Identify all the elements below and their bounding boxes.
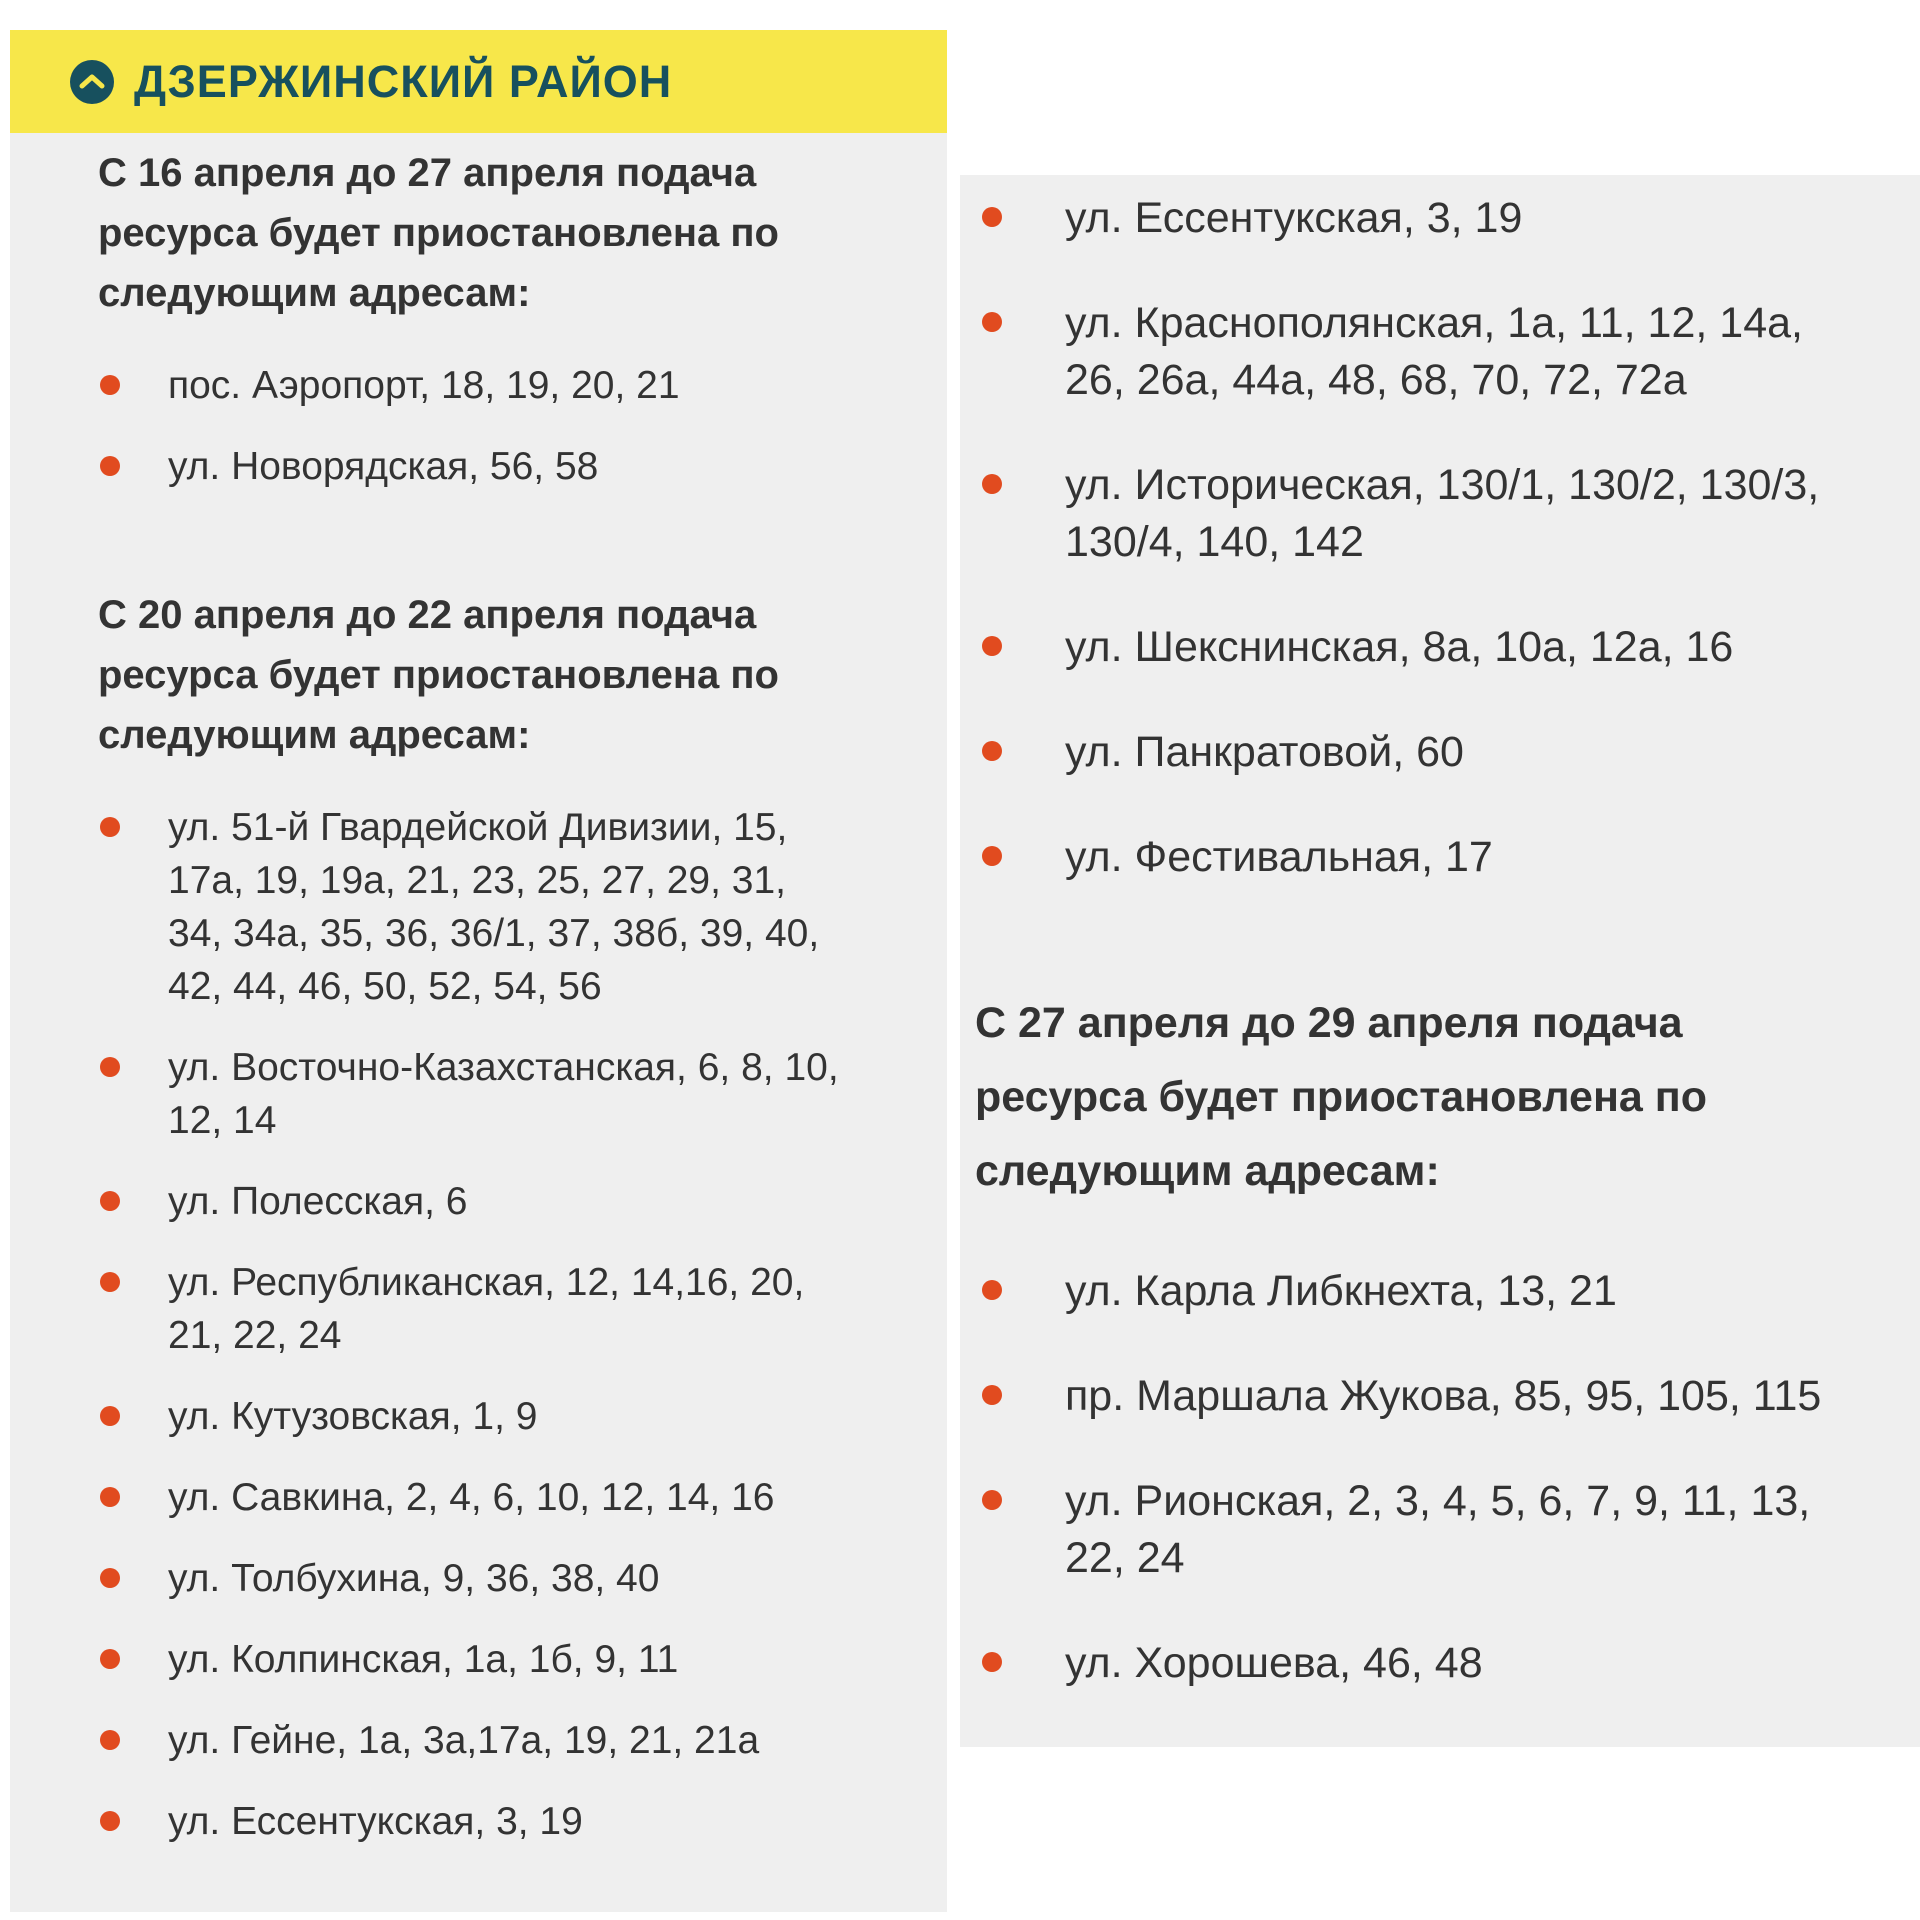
district-title: ДЗЕРЖИНСКИЙ РАЙОН [134,55,673,107]
address-item [98,440,847,493]
address-item [98,1795,847,1848]
address-text: ул. Краснополянская, 1а, 11, 12, 14а, 26, 26а, 44а, 48, 68, 70, 72, 72а [1065,299,1803,404]
address-text: ул. Ессентукская, 3, 19 [168,1800,583,1843]
bullet-icon [982,1652,1002,1672]
address-item [98,1471,847,1524]
address-item [975,190,1825,247]
address-item [98,1552,847,1605]
schedule-heading: С 20 апреля до 22 апреля подача ресурса будет приостановлена по следующим адресам: [98,593,779,757]
address-text: ул. Колпинская, 1а, 1б, 9, 11 [168,1638,679,1681]
address-list [975,1263,1825,1692]
address-text: ул. 51-й Гвардейской Дивизии, 15, 17а, 19, 19а, 21, 23, 25, 27, 29, 31, 34, 34а, 35, 36, 36/1, 37, 38б, 39, 40, 42, 44, 46, 50, 52, 54, 56 [168,806,820,1008]
address-item [98,1714,847,1767]
address-list [975,190,1825,886]
address-item [975,295,1825,409]
bullet-icon [100,1272,120,1292]
bullet-icon [982,636,1002,656]
address-item [98,1633,847,1686]
address-item [975,457,1825,571]
bullet-icon [100,1057,120,1077]
bullet-icon [100,1191,120,1211]
right-column-panel [960,175,1920,1747]
address-item [975,1635,1825,1692]
address-text: пр. Маршала Жукова, 85, 95, 105, 115 [1065,1372,1822,1420]
left-column-body [10,133,947,1912]
bullet-icon [100,1649,120,1669]
address-text: ул. Гейне, 1а, 3а,17а, 19, 21, 21а [168,1719,760,1762]
bullet-icon [100,1730,120,1750]
bullet-icon [100,375,120,395]
address-text: ул. Фестивальная, 17 [1065,833,1493,881]
bullet-icon [982,1490,1002,1510]
address-list [98,801,847,1848]
address-list [98,359,847,493]
address-item [975,1473,1825,1587]
address-text: пос. Аэропорт, 18, 19, 20, 21 [168,364,680,407]
address-item [98,1041,847,1147]
address-text: ул. Историческая, 130/1, 130/2, 130/3, 130/4, 140, 142 [1065,461,1820,566]
address-text: ул. Полесская, 6 [168,1180,468,1223]
left-column-panel [10,30,947,1912]
address-item [98,1390,847,1443]
bullet-icon [982,474,1002,494]
address-item [975,1368,1825,1425]
address-item [975,829,1825,886]
bullet-icon [982,741,1002,761]
schedule-heading: С 16 апреля до 27 апреля подача ресурса будет приостановлена по следующим адресам: [98,151,779,315]
bullet-icon [100,1406,120,1426]
address-text: ул. Савкина, 2, 4, 6, 10, 12, 14, 16 [168,1476,775,1519]
address-text: ул. Восточно-Казахстанская, 6, 8, 10, 12, 14 [168,1046,839,1142]
address-text: ул. Новорядская, 56, 58 [168,445,599,488]
chevron-up-circle-icon [70,60,114,104]
bullet-icon [982,846,1002,866]
address-item [975,724,1825,781]
address-item [975,619,1825,676]
bullet-icon [982,312,1002,332]
address-text: ул. Кутузовская, 1, 9 [168,1395,538,1438]
bullet-icon [982,207,1002,227]
district-header[interactable] [10,30,947,133]
schedule-heading: С 27 апреля до 29 апреля подача ресурса будет приостановлена по следующим адресам: [975,999,1708,1195]
address-text: ул. Ессентукская, 3, 19 [1065,194,1523,242]
address-text: ул. Толбухина, 9, 36, 38, 40 [168,1557,660,1600]
bullet-icon [100,1568,120,1588]
bullet-icon [100,1487,120,1507]
address-item [98,801,847,1013]
address-text: ул. Рионская, 2, 3, 4, 5, 6, 7, 9, 11, 13, 22, 24 [1065,1477,1811,1582]
bullet-icon [982,1385,1002,1405]
address-item [98,1175,847,1228]
address-text: ул. Республиканская, 12, 14,16, 20, 21, 22, 24 [168,1261,805,1357]
address-item [98,1256,847,1362]
address-text: ул. Панкратовой, 60 [1065,728,1464,776]
address-item [98,359,847,412]
address-text: ул. Хорошева, 46, 48 [1065,1639,1483,1687]
address-text: ул. Шекснинская, 8а, 10а, 12а, 16 [1065,623,1734,671]
bullet-icon [100,1811,120,1831]
address-item [975,1263,1825,1320]
bullet-icon [982,1280,1002,1300]
bullet-icon [100,456,120,476]
address-text: ул. Карла Либкнехта, 13, 21 [1065,1267,1617,1315]
bullet-icon [100,817,120,837]
